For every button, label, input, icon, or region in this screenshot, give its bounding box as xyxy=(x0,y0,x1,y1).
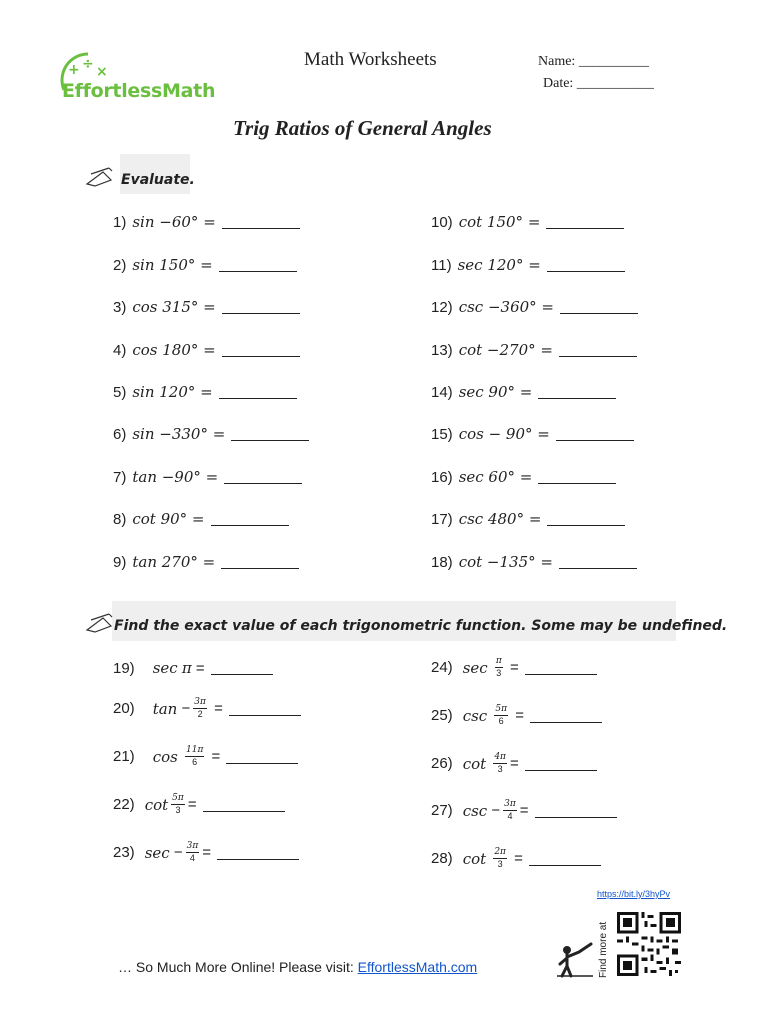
problem-20: 20) tan − $\frac{3\pi}{2}$ = xyxy=(113,697,301,720)
problem-21: 21) cos $\frac{11\pi}{6}$ = xyxy=(113,745,298,768)
denominator: 6 xyxy=(498,716,504,726)
sign: − xyxy=(491,802,501,819)
problem-number: 24) xyxy=(431,659,453,676)
angle-fraction xyxy=(185,745,204,768)
answer-blank[interactable] xyxy=(222,312,300,314)
problem-4 xyxy=(113,341,300,359)
answer-blank[interactable] xyxy=(547,524,625,526)
function-name: tan xyxy=(152,699,178,718)
answer-blank[interactable] xyxy=(217,858,299,860)
problem-number: 15) xyxy=(431,425,453,443)
pencil-paper-icon xyxy=(85,612,115,634)
denominator: 2 xyxy=(197,709,203,719)
angle-fraction xyxy=(495,656,503,679)
problem-number: 8) xyxy=(113,510,127,528)
numerator: π xyxy=(495,656,502,666)
problem-number: 2) xyxy=(113,256,127,274)
answer-blank[interactable] xyxy=(559,355,637,357)
problem-number: 27) xyxy=(431,802,453,819)
problem-number: 28) xyxy=(431,850,453,867)
answer-blank[interactable] xyxy=(559,567,637,569)
function-name: sec xyxy=(462,658,488,677)
answer-blank[interactable] xyxy=(219,397,297,399)
problem-18 xyxy=(431,553,637,571)
problem-number: 7) xyxy=(113,468,127,486)
problem-expression: sec 120° = xyxy=(457,256,541,274)
problem-22: 22) cot $\frac{5\pi}{3}$ = xyxy=(113,793,285,816)
problem-number: 18) xyxy=(431,553,453,571)
problem-number: 4) xyxy=(113,341,127,359)
numerator: 5π xyxy=(172,793,184,803)
answer-blank[interactable] xyxy=(222,227,300,229)
problem-5 xyxy=(113,383,297,401)
numerator: 11π xyxy=(186,745,204,755)
problem-9 xyxy=(113,553,299,571)
function-name: cos xyxy=(152,747,178,766)
problem-number: 16) xyxy=(431,468,453,486)
problem-number: 9) xyxy=(113,553,127,571)
numerator: 5π xyxy=(495,704,508,714)
problem-17 xyxy=(431,510,625,528)
problem-number: 12) xyxy=(431,298,453,316)
problem-11 xyxy=(431,256,625,274)
problem-10 xyxy=(431,213,624,231)
section1-label: Evaluate. xyxy=(121,172,195,188)
problem-number: 14) xyxy=(431,383,453,401)
sign: − xyxy=(181,700,191,717)
problem-expression: sec 60° = xyxy=(458,468,533,486)
answer-blank[interactable] xyxy=(231,439,309,441)
problem-26: 26) cot $\frac{4\pi}{3}$ = xyxy=(431,752,597,775)
angle-fraction xyxy=(186,841,200,864)
qr-code-icon[interactable] xyxy=(617,912,681,976)
problem-7 xyxy=(113,468,302,486)
problem-27: 27) csc − $\frac{3\pi}{4}$ = xyxy=(431,799,617,822)
function-name: sec xyxy=(144,843,170,862)
denominator: 3 xyxy=(497,859,503,869)
denominator: 6 xyxy=(192,757,198,767)
answer-blank[interactable] xyxy=(535,816,617,818)
problem-number: 25) xyxy=(431,707,453,724)
problem-number: 22) xyxy=(113,796,135,813)
logo-text: EffortlessMath xyxy=(62,80,216,102)
answer-blank[interactable] xyxy=(525,769,597,771)
answer-blank[interactable] xyxy=(221,567,299,569)
problem-14 xyxy=(431,383,616,401)
problem-expression: cot 150° = xyxy=(458,213,541,231)
problem-number: 23) xyxy=(113,844,135,861)
pencil-paper-icon xyxy=(85,166,115,188)
problem-number: 19) xyxy=(113,659,135,677)
date-field: Date: ___________ xyxy=(543,76,654,91)
answer-blank[interactable] xyxy=(229,714,301,716)
problem-number: 20) xyxy=(113,700,135,717)
answer-blank[interactable] xyxy=(546,227,624,229)
sign: − xyxy=(173,844,183,861)
angle-fraction xyxy=(171,793,185,816)
problem-13 xyxy=(431,341,637,359)
problem-expression: csc 480° = xyxy=(458,510,542,528)
answer-blank[interactable] xyxy=(211,673,273,675)
angle-fraction xyxy=(493,752,507,775)
problem-expression: sin 120° = xyxy=(132,383,213,401)
problem-number: 26) xyxy=(431,755,453,772)
svg-text:÷: ÷ xyxy=(82,56,94,72)
problem-16 xyxy=(431,468,616,486)
problem-6 xyxy=(113,425,309,443)
answer-blank[interactable] xyxy=(556,439,634,441)
numerator: 3π xyxy=(504,799,516,809)
answer-blank[interactable] xyxy=(224,482,302,484)
function-name: cot xyxy=(462,849,487,868)
problem-number: 21) xyxy=(113,748,135,765)
problem-number: 5) xyxy=(113,383,127,401)
problem-number: 11) xyxy=(431,256,452,274)
problem-2 xyxy=(113,256,297,274)
problem-23: 23) sec − $\frac{3\pi}{4}$ = xyxy=(113,841,299,864)
denominator: 3 xyxy=(175,805,181,815)
problem-15 xyxy=(431,425,634,443)
answer-blank[interactable] xyxy=(530,721,602,723)
problem-expression: csc −360° = xyxy=(458,298,554,316)
problem-number: 17) xyxy=(431,510,453,528)
answer-blank[interactable] xyxy=(538,397,616,399)
website-link[interactable]: EffortlessMath.com xyxy=(357,959,478,975)
angle-fraction xyxy=(493,847,507,870)
logo xyxy=(58,50,238,106)
problem-8 xyxy=(113,510,289,528)
header-title: Math Worksheets xyxy=(304,49,437,70)
function-name: sec xyxy=(152,659,178,677)
angle-fraction xyxy=(494,704,508,727)
function-name: csc xyxy=(462,706,488,725)
problem-expression: tan 270° = xyxy=(132,553,216,571)
problem-expression: cot 90° = xyxy=(132,510,205,528)
svg-text:×: × xyxy=(96,64,108,80)
problem-12 xyxy=(431,298,638,316)
denominator: 4 xyxy=(189,853,195,863)
short-link[interactable]: https://bit.ly/3hyPv xyxy=(597,889,671,899)
numerator: 4π xyxy=(494,752,506,762)
problem-expression: cos 180° = xyxy=(132,341,216,359)
problem-28: 28) cot $\frac{2\pi}{3}$ = xyxy=(431,847,601,870)
function-name: csc xyxy=(462,801,488,820)
denominator: 4 xyxy=(507,811,513,821)
problem-expression: cos 315° = xyxy=(132,298,216,316)
problem-expression: sin −330° = xyxy=(132,425,226,443)
answer-blank[interactable] xyxy=(538,482,616,484)
answer-blank[interactable] xyxy=(211,524,289,526)
problem-expression: cot −135° = xyxy=(458,553,553,571)
problem-number: 13) xyxy=(431,341,453,359)
problem-expression: sec 90° = xyxy=(458,383,533,401)
numerator: 3π xyxy=(186,841,199,851)
answer-blank[interactable] xyxy=(222,355,300,357)
name-field: Name: __________ xyxy=(538,54,649,69)
teacher-pointing-icon xyxy=(555,942,595,978)
angle-value: π xyxy=(181,659,192,677)
problem-19: 19) sec π = xyxy=(113,659,273,677)
function-name: cot xyxy=(144,795,169,814)
problem-number: 6) xyxy=(113,425,127,443)
answer-blank[interactable] xyxy=(560,312,638,314)
find-more-label: Find more at xyxy=(598,921,609,978)
footer-text xyxy=(118,959,477,975)
problem-expression: sin −60° = xyxy=(132,213,216,231)
problem-1 xyxy=(113,213,300,231)
problem-number: 10) xyxy=(431,213,453,231)
answer-blank[interactable] xyxy=(203,810,285,812)
problem-25: 25) csc $\frac{5\pi}{6}$ = xyxy=(431,704,602,727)
problem-expression: cot −270° = xyxy=(458,341,553,359)
problem-expression: cos − 90° = xyxy=(458,425,550,443)
problem-number: 3) xyxy=(113,298,127,316)
footer-message: … So Much More Online! Please visit: xyxy=(118,959,358,975)
numerator: 3π xyxy=(194,697,206,707)
answer-blank[interactable] xyxy=(219,270,297,272)
problem-24: 24) sec $\frac{\pi}{3}$ = xyxy=(431,656,597,679)
problem-3 xyxy=(113,298,300,316)
worksheet-title: Trig Ratios of General Angles xyxy=(233,116,492,140)
problem-number: 1) xyxy=(113,213,127,231)
angle-fraction xyxy=(193,697,207,720)
answer-blank[interactable] xyxy=(529,864,601,866)
numerator: 2π xyxy=(494,847,506,857)
angle-fraction xyxy=(503,799,517,822)
answer-blank[interactable] xyxy=(226,762,298,764)
function-name: cot xyxy=(462,754,487,773)
problem-expression: tan −90° = xyxy=(132,468,219,486)
denominator: 3 xyxy=(497,764,503,774)
svg-text:+: + xyxy=(68,62,80,78)
problem-expression: sin 150° = xyxy=(132,256,213,274)
answer-blank[interactable] xyxy=(547,270,625,272)
denominator: 3 xyxy=(496,668,502,678)
section2-label: Find the exact value of each trigonometric function. Some may be undefined. xyxy=(114,618,728,634)
answer-blank[interactable] xyxy=(525,673,597,675)
